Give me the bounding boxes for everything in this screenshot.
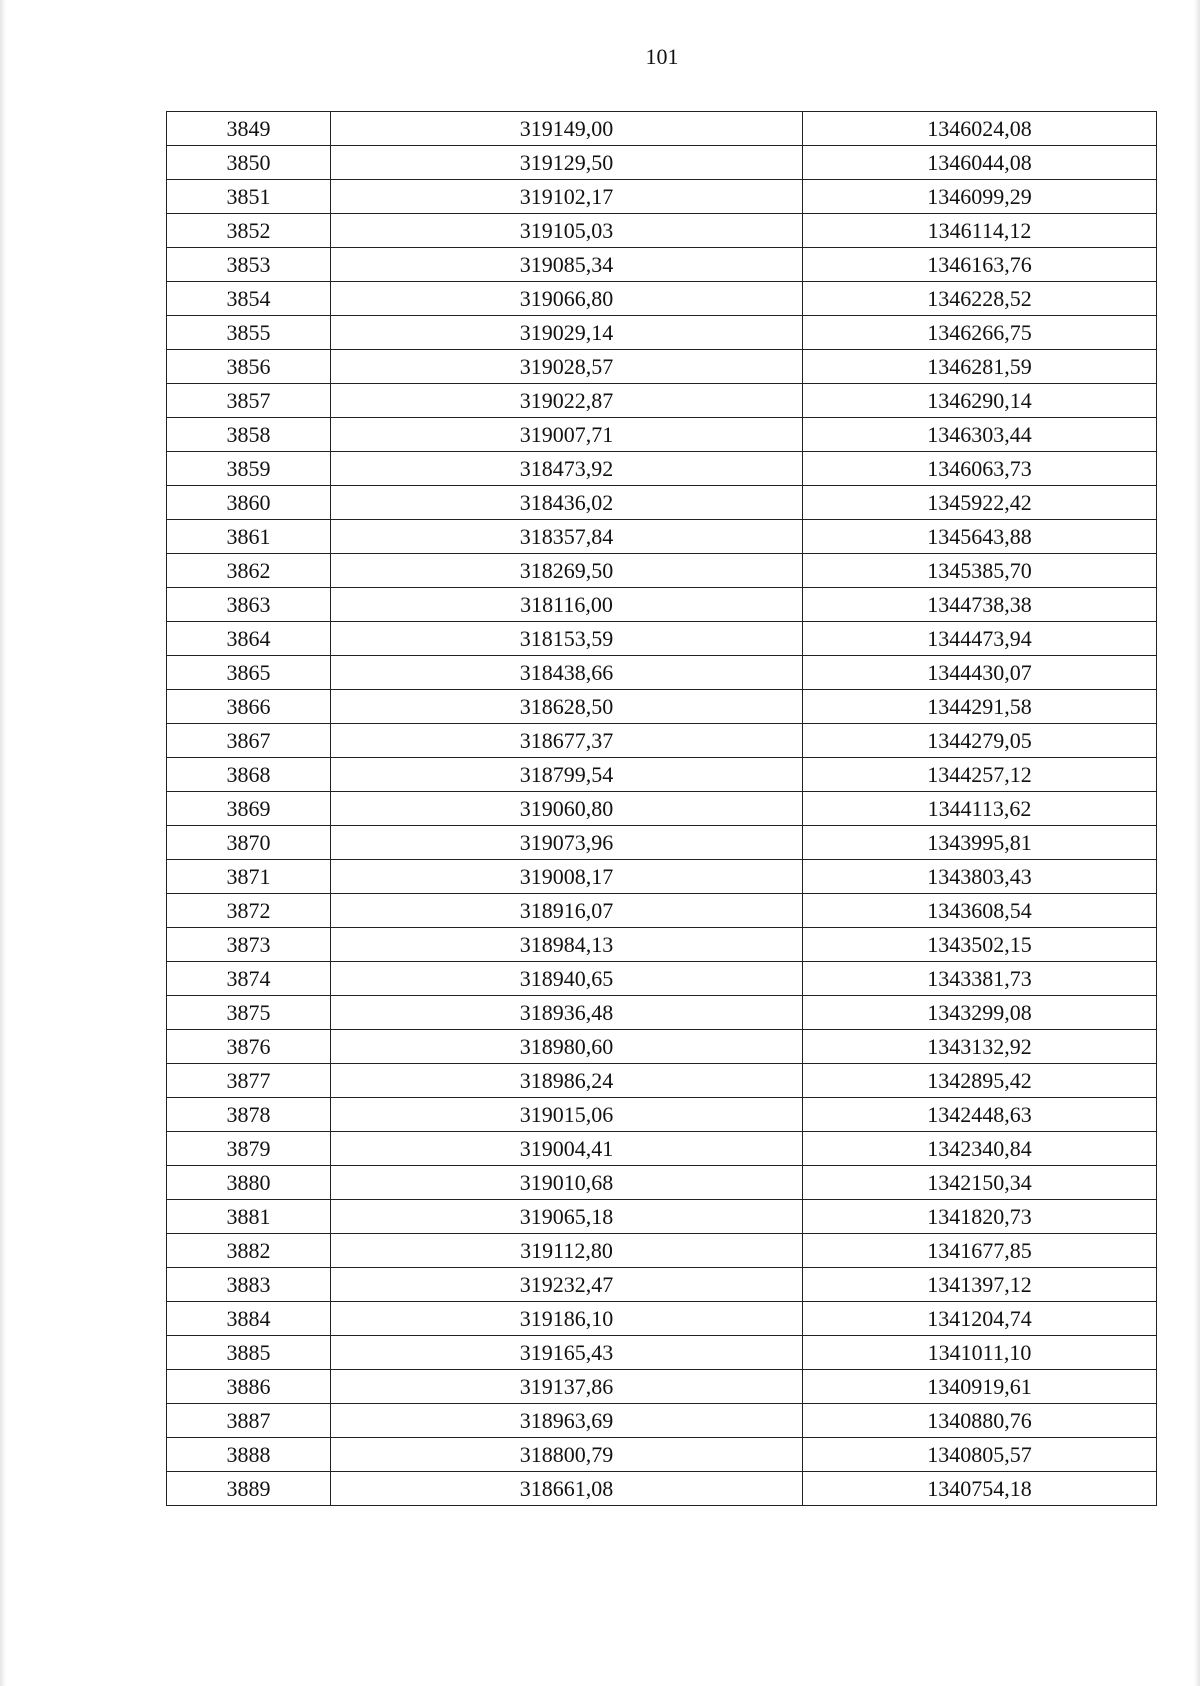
y-coordinate-cell: 1343299,08: [803, 996, 1157, 1030]
y-coordinate-cell: 1343803,43: [803, 860, 1157, 894]
table-row: [167, 554, 1157, 588]
point-number-cell: 3874: [167, 962, 331, 996]
x-coordinate-cell: 319186,10: [331, 1302, 803, 1336]
y-coordinate-cell: 1346303,44: [803, 418, 1157, 452]
table-row: [167, 622, 1157, 656]
y-coordinate-cell: 1344279,05: [803, 724, 1157, 758]
table-row: [167, 758, 1157, 792]
y-coordinate-cell: 1344738,38: [803, 588, 1157, 622]
y-coordinate-cell: 1346044,08: [803, 146, 1157, 180]
y-coordinate-cell: 1346228,52: [803, 282, 1157, 316]
table-row: [167, 520, 1157, 554]
x-coordinate-cell: 318438,66: [331, 656, 803, 690]
y-coordinate-cell: 1345385,70: [803, 554, 1157, 588]
x-coordinate-cell: 319022,87: [331, 384, 803, 418]
point-number-cell: 3887: [167, 1404, 331, 1438]
x-coordinate-cell: 318799,54: [331, 758, 803, 792]
point-number-cell: 3875: [167, 996, 331, 1030]
table-row: [167, 1166, 1157, 1200]
table-row: [167, 1030, 1157, 1064]
point-number-cell: 3861: [167, 520, 331, 554]
y-coordinate-cell: 1341397,12: [803, 1268, 1157, 1302]
point-number-cell: 3883: [167, 1268, 331, 1302]
table-row: [167, 486, 1157, 520]
table-row: [167, 282, 1157, 316]
y-coordinate-cell: 1344291,58: [803, 690, 1157, 724]
y-coordinate-cell: 1345643,88: [803, 520, 1157, 554]
point-number-cell: 3859: [167, 452, 331, 486]
x-coordinate-cell: 318436,02: [331, 486, 803, 520]
point-number-cell: 3866: [167, 690, 331, 724]
point-number-cell: 3867: [167, 724, 331, 758]
point-number-cell: 3881: [167, 1200, 331, 1234]
table-row: [167, 180, 1157, 214]
x-coordinate-cell: 319029,14: [331, 316, 803, 350]
y-coordinate-cell: 1346281,59: [803, 350, 1157, 384]
point-number-cell: 3853: [167, 248, 331, 282]
x-coordinate-cell: 319008,17: [331, 860, 803, 894]
table-row: [167, 452, 1157, 486]
y-coordinate-cell: 1344257,12: [803, 758, 1157, 792]
point-number-cell: 3854: [167, 282, 331, 316]
point-number-cell: 3856: [167, 350, 331, 384]
table-row: [167, 418, 1157, 452]
point-number-cell: 3871: [167, 860, 331, 894]
y-coordinate-cell: 1346114,12: [803, 214, 1157, 248]
table-row: [167, 860, 1157, 894]
table-row: [167, 1336, 1157, 1370]
point-number-cell: 3860: [167, 486, 331, 520]
x-coordinate-cell: 319165,43: [331, 1336, 803, 1370]
x-coordinate-cell: 318800,79: [331, 1438, 803, 1472]
table-row: [167, 248, 1157, 282]
table-row: [167, 1438, 1157, 1472]
point-number-cell: 3865: [167, 656, 331, 690]
x-coordinate-cell: 319010,68: [331, 1166, 803, 1200]
point-number-cell: 3889: [167, 1472, 331, 1506]
x-coordinate-cell: 319105,03: [331, 214, 803, 248]
point-number-cell: 3877: [167, 1064, 331, 1098]
x-coordinate-cell: 318916,07: [331, 894, 803, 928]
point-number-cell: 3888: [167, 1438, 331, 1472]
table-row: [167, 384, 1157, 418]
x-coordinate-cell: 318628,50: [331, 690, 803, 724]
point-number-cell: 3879: [167, 1132, 331, 1166]
point-number-cell: 3876: [167, 1030, 331, 1064]
table-row: [167, 1404, 1157, 1438]
x-coordinate-cell: 319028,57: [331, 350, 803, 384]
table-row: [167, 656, 1157, 690]
x-coordinate-cell: 318116,00: [331, 588, 803, 622]
x-coordinate-cell: 319066,80: [331, 282, 803, 316]
scan-edge-right: [1194, 0, 1200, 1686]
point-number-cell: 3858: [167, 418, 331, 452]
x-coordinate-cell: 319137,86: [331, 1370, 803, 1404]
x-coordinate-cell: 318269,50: [331, 554, 803, 588]
x-coordinate-cell: 319015,06: [331, 1098, 803, 1132]
table-row: [167, 690, 1157, 724]
point-number-cell: 3857: [167, 384, 331, 418]
table-row: [167, 1234, 1157, 1268]
table-row: [167, 894, 1157, 928]
y-coordinate-cell: 1340754,18: [803, 1472, 1157, 1506]
x-coordinate-cell: 319232,47: [331, 1268, 803, 1302]
table-row: [167, 146, 1157, 180]
table-row: [167, 214, 1157, 248]
table-row: [167, 962, 1157, 996]
table-row: [167, 1370, 1157, 1404]
table-row: [167, 1098, 1157, 1132]
point-number-cell: 3872: [167, 894, 331, 928]
x-coordinate-cell: 319112,80: [331, 1234, 803, 1268]
y-coordinate-cell: 1346099,29: [803, 180, 1157, 214]
point-number-cell: 3868: [167, 758, 331, 792]
point-number-cell: 3864: [167, 622, 331, 656]
scan-edge-left: [0, 0, 6, 1686]
table-row: [167, 588, 1157, 622]
x-coordinate-cell: 319129,50: [331, 146, 803, 180]
x-coordinate-cell: 319065,18: [331, 1200, 803, 1234]
x-coordinate-cell: 318473,92: [331, 452, 803, 486]
x-coordinate-cell: 319004,41: [331, 1132, 803, 1166]
y-coordinate-cell: 1340805,57: [803, 1438, 1157, 1472]
y-coordinate-cell: 1342340,84: [803, 1132, 1157, 1166]
y-coordinate-cell: 1341820,73: [803, 1200, 1157, 1234]
y-coordinate-cell: 1341011,10: [803, 1336, 1157, 1370]
table-row: [167, 724, 1157, 758]
coordinates-table: [166, 111, 1157, 1506]
table-row: [167, 112, 1157, 146]
x-coordinate-cell: 319149,00: [331, 112, 803, 146]
table-row: [167, 792, 1157, 826]
point-number-cell: 3885: [167, 1336, 331, 1370]
x-coordinate-cell: 318980,60: [331, 1030, 803, 1064]
table-row: [167, 316, 1157, 350]
point-number-cell: 3884: [167, 1302, 331, 1336]
x-coordinate-cell: 318940,65: [331, 962, 803, 996]
y-coordinate-cell: 1343608,54: [803, 894, 1157, 928]
y-coordinate-cell: 1342895,42: [803, 1064, 1157, 1098]
y-coordinate-cell: 1344430,07: [803, 656, 1157, 690]
y-coordinate-cell: 1346290,14: [803, 384, 1157, 418]
point-number-cell: 3862: [167, 554, 331, 588]
y-coordinate-cell: 1340919,61: [803, 1370, 1157, 1404]
x-coordinate-cell: 318963,69: [331, 1404, 803, 1438]
y-coordinate-cell: 1344113,62: [803, 792, 1157, 826]
y-coordinate-cell: 1344473,94: [803, 622, 1157, 656]
point-number-cell: 3882: [167, 1234, 331, 1268]
y-coordinate-cell: 1341677,85: [803, 1234, 1157, 1268]
x-coordinate-cell: 318984,13: [331, 928, 803, 962]
page-number: 101: [645, 44, 679, 69]
x-coordinate-cell: 318153,59: [331, 622, 803, 656]
y-coordinate-cell: 1343381,73: [803, 962, 1157, 996]
point-number-cell: 3855: [167, 316, 331, 350]
point-number-cell: 3863: [167, 588, 331, 622]
y-coordinate-cell: 1346266,75: [803, 316, 1157, 350]
table-row: [167, 996, 1157, 1030]
table-row: [167, 350, 1157, 384]
point-number-cell: 3869: [167, 792, 331, 826]
y-coordinate-cell: 1340880,76: [803, 1404, 1157, 1438]
table-row: [167, 1472, 1157, 1506]
table-row: [167, 1200, 1157, 1234]
y-coordinate-cell: 1343502,15: [803, 928, 1157, 962]
x-coordinate-cell: 318661,08: [331, 1472, 803, 1506]
y-coordinate-cell: 1342448,63: [803, 1098, 1157, 1132]
point-number-cell: 3852: [167, 214, 331, 248]
x-coordinate-cell: 319007,71: [331, 418, 803, 452]
x-coordinate-cell: 318936,48: [331, 996, 803, 1030]
table-row: [167, 826, 1157, 860]
x-coordinate-cell: 319073,96: [331, 826, 803, 860]
x-coordinate-cell: 319060,80: [331, 792, 803, 826]
y-coordinate-cell: 1345922,42: [803, 486, 1157, 520]
point-number-cell: 3886: [167, 1370, 331, 1404]
y-coordinate-cell: 1346063,73: [803, 452, 1157, 486]
y-coordinate-cell: 1346163,76: [803, 248, 1157, 282]
point-number-cell: 3849: [167, 112, 331, 146]
table-row: [167, 1064, 1157, 1098]
table-row: [167, 928, 1157, 962]
x-coordinate-cell: 318986,24: [331, 1064, 803, 1098]
y-coordinate-cell: 1341204,74: [803, 1302, 1157, 1336]
point-number-cell: 3870: [167, 826, 331, 860]
point-number-cell: 3850: [167, 146, 331, 180]
table-body: [167, 112, 1157, 1506]
table-row: [167, 1268, 1157, 1302]
point-number-cell: 3873: [167, 928, 331, 962]
x-coordinate-cell: 319102,17: [331, 180, 803, 214]
x-coordinate-cell: 318677,37: [331, 724, 803, 758]
x-coordinate-cell: 318357,84: [331, 520, 803, 554]
table-row: [167, 1132, 1157, 1166]
table-row: [167, 1302, 1157, 1336]
y-coordinate-cell: 1346024,08: [803, 112, 1157, 146]
x-coordinate-cell: 319085,34: [331, 248, 803, 282]
y-coordinate-cell: 1342150,34: [803, 1166, 1157, 1200]
y-coordinate-cell: 1343995,81: [803, 826, 1157, 860]
y-coordinate-cell: 1343132,92: [803, 1030, 1157, 1064]
point-number-cell: 3851: [167, 180, 331, 214]
point-number-cell: 3880: [167, 1166, 331, 1200]
point-number-cell: 3878: [167, 1098, 331, 1132]
